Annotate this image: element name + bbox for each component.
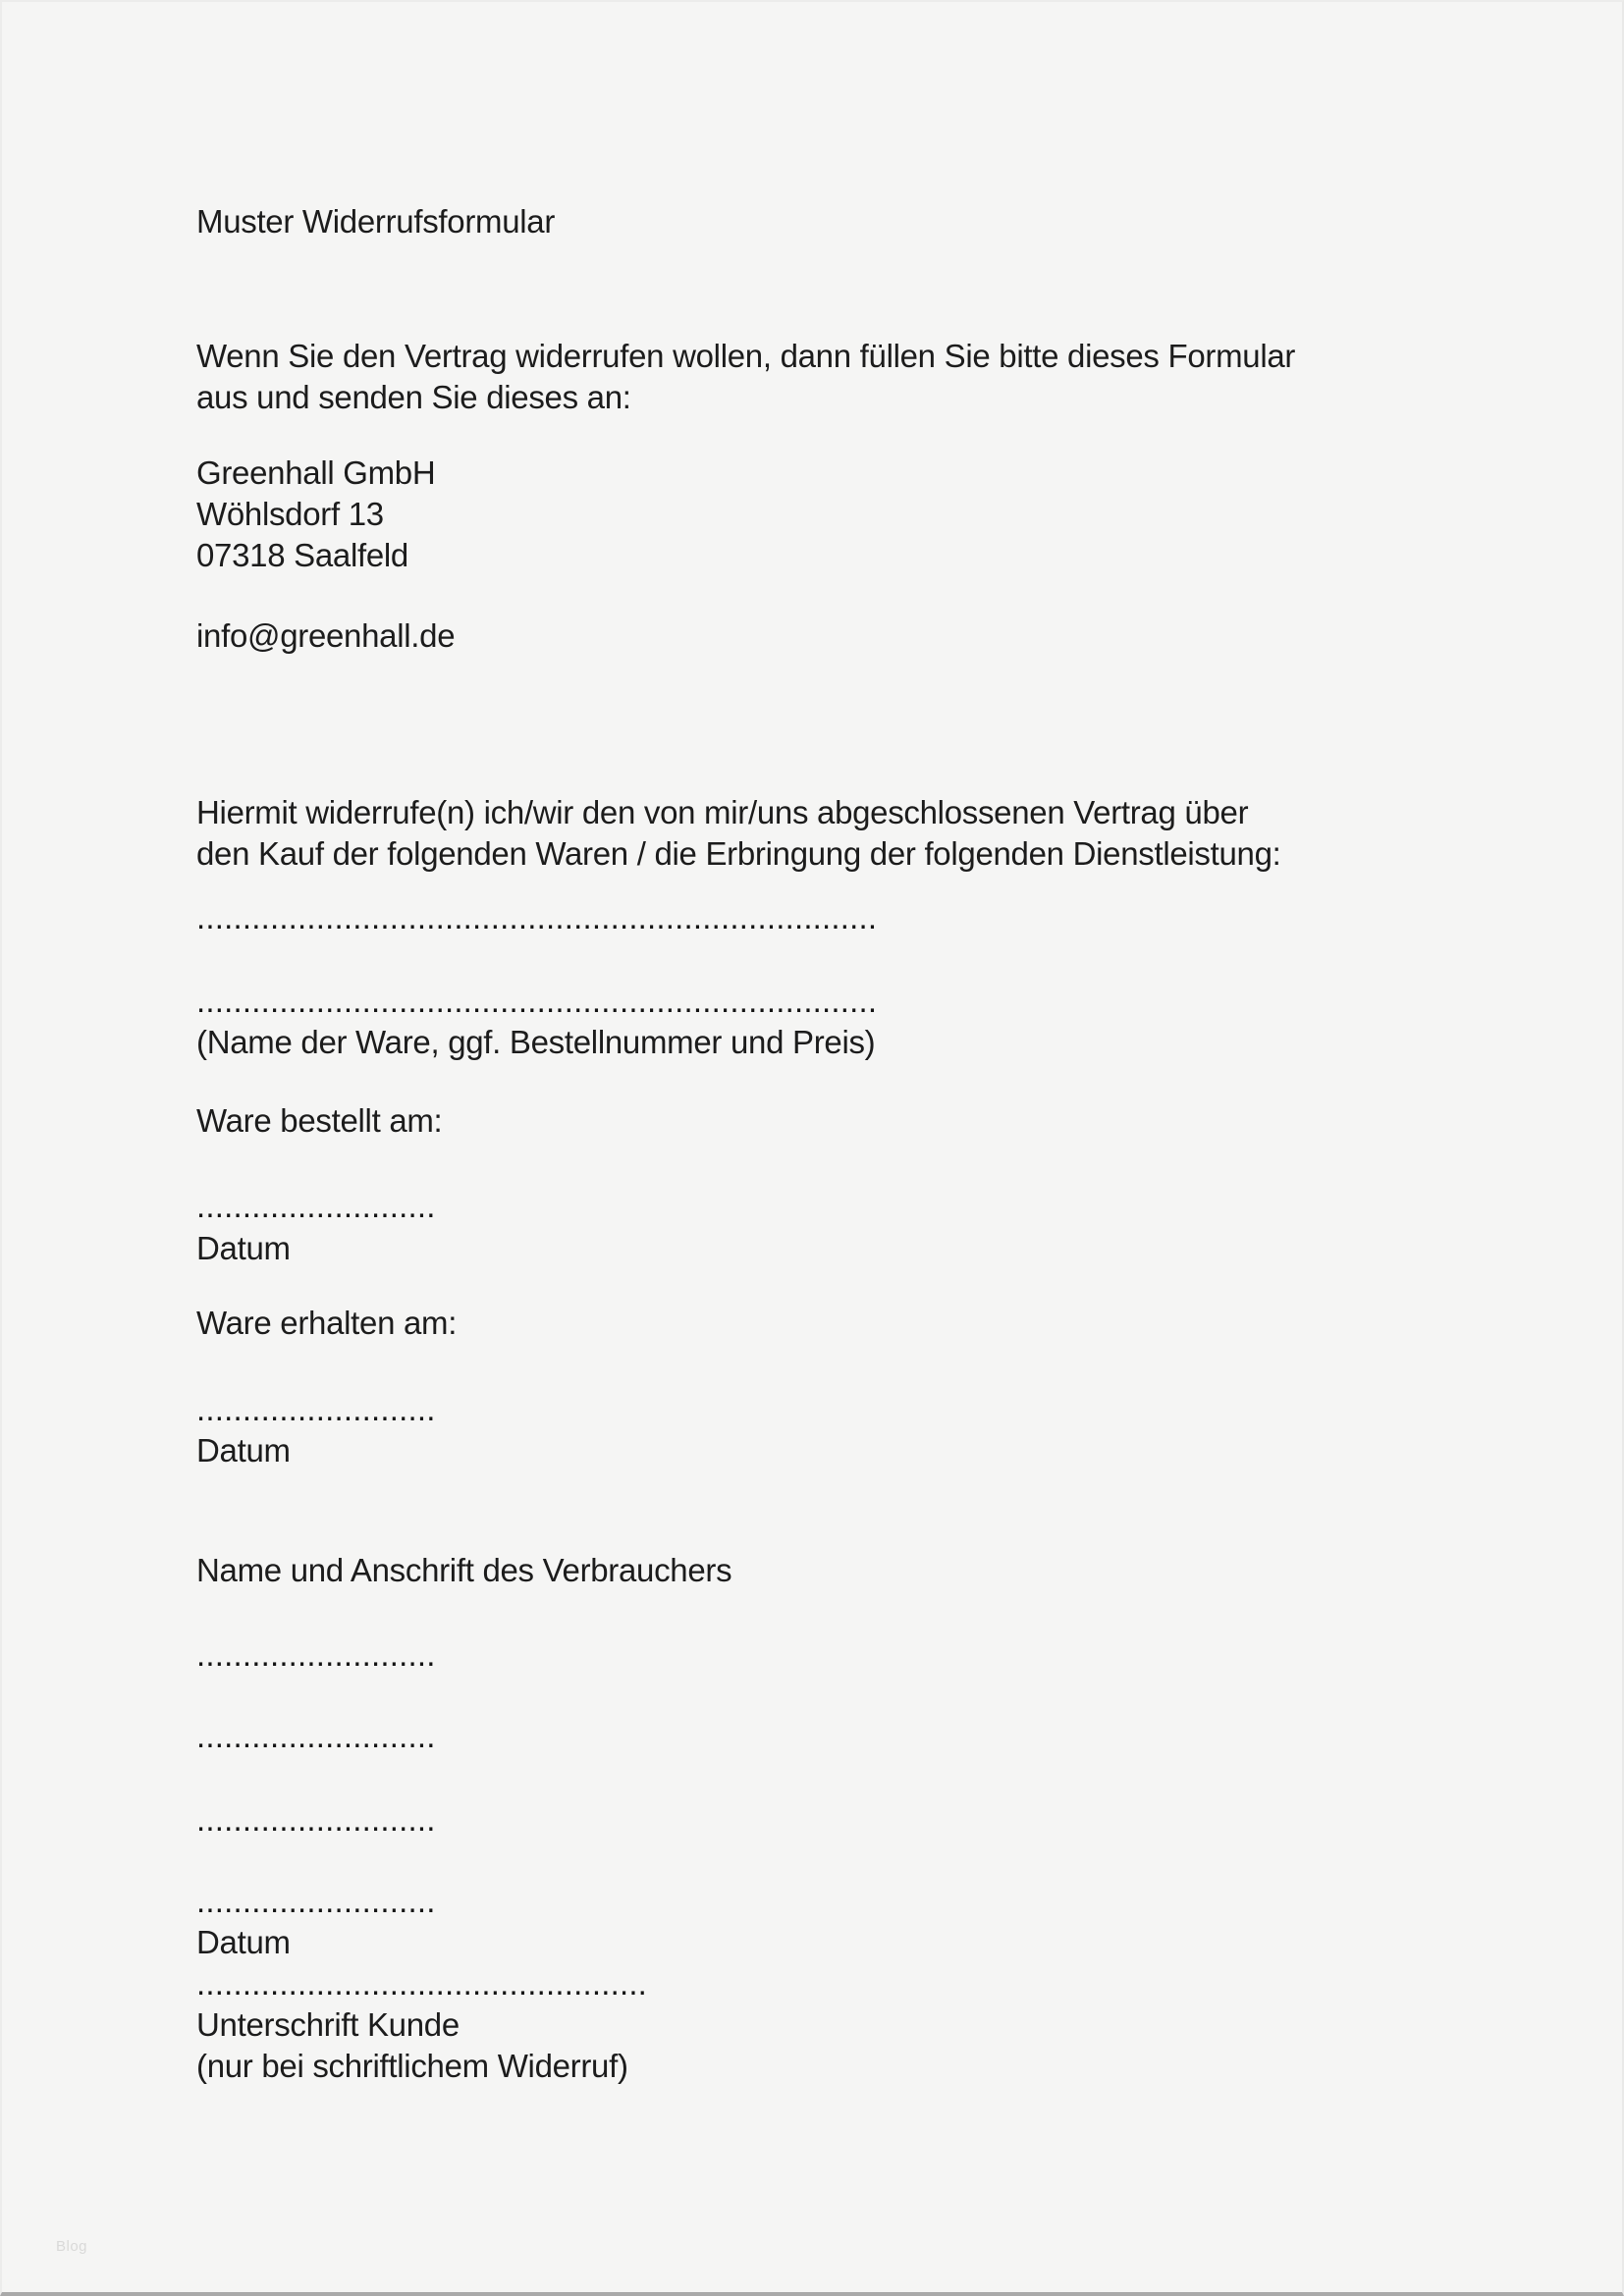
dotted-blank-consumer-2: ..........................: [196, 1718, 436, 1754]
dotted-blank-consumer-1: ..........................: [196, 1636, 436, 1673]
recipient-email: info@greenhall.de: [196, 617, 456, 654]
signature-label: Unterschrift Kunde: [196, 2006, 460, 2043]
dotted-blank-item-1: ..........................................................................: [196, 899, 878, 935]
dotted-blank-item-2: ..........................................................................: [196, 983, 878, 1019]
recipient-company: Greenhall GmbH: [196, 454, 436, 491]
intro-line-1: Wenn Sie den Vertrag widerrufen wollen, dann füllen Sie bitte dieses Formular: [196, 338, 1296, 374]
document-title: Muster Widerrufsformular: [196, 203, 556, 240]
dotted-blank-received-date: ..........................: [196, 1391, 436, 1427]
item-hint: (Name der Ware, ggf. Bestellnummer und Preis): [196, 1024, 876, 1060]
consumer-label: Name und Anschrift des Verbrauchers: [196, 1552, 732, 1588]
intro-line-2: aus und senden Sie dieses an:: [196, 379, 631, 415]
ordered-label: Ware bestellt am:: [196, 1102, 443, 1139]
signature-note: (nur bei schriftlichem Widerruf): [196, 2048, 628, 2084]
date-label-2: Datum: [196, 1432, 291, 1468]
dotted-blank-signature: .................................................: [196, 1965, 648, 2002]
dotted-blank-consumer-3: ..........................: [196, 1801, 436, 1838]
recipient-street: Wöhlsdorf 13: [196, 496, 384, 532]
received-label: Ware erhalten am:: [196, 1305, 458, 1341]
recipient-city: 07318 Saalfeld: [196, 537, 408, 573]
dotted-blank-consumer-4: ..........................: [196, 1883, 436, 1919]
dotted-blank-ordered-date: ..........................: [196, 1188, 436, 1224]
declaration-line-2: den Kauf der folgenden Waren / die Erbringung der folgenden Dienstleistung:: [196, 835, 1281, 872]
watermark: Blog: [56, 2238, 88, 2255]
declaration-line-1: Hiermit widerrufe(n) ich/wir den von mir/uns abgeschlossenen Vertrag über: [196, 794, 1249, 830]
date-label-1: Datum: [196, 1230, 291, 1266]
date-label-3: Datum: [196, 1924, 291, 1960]
